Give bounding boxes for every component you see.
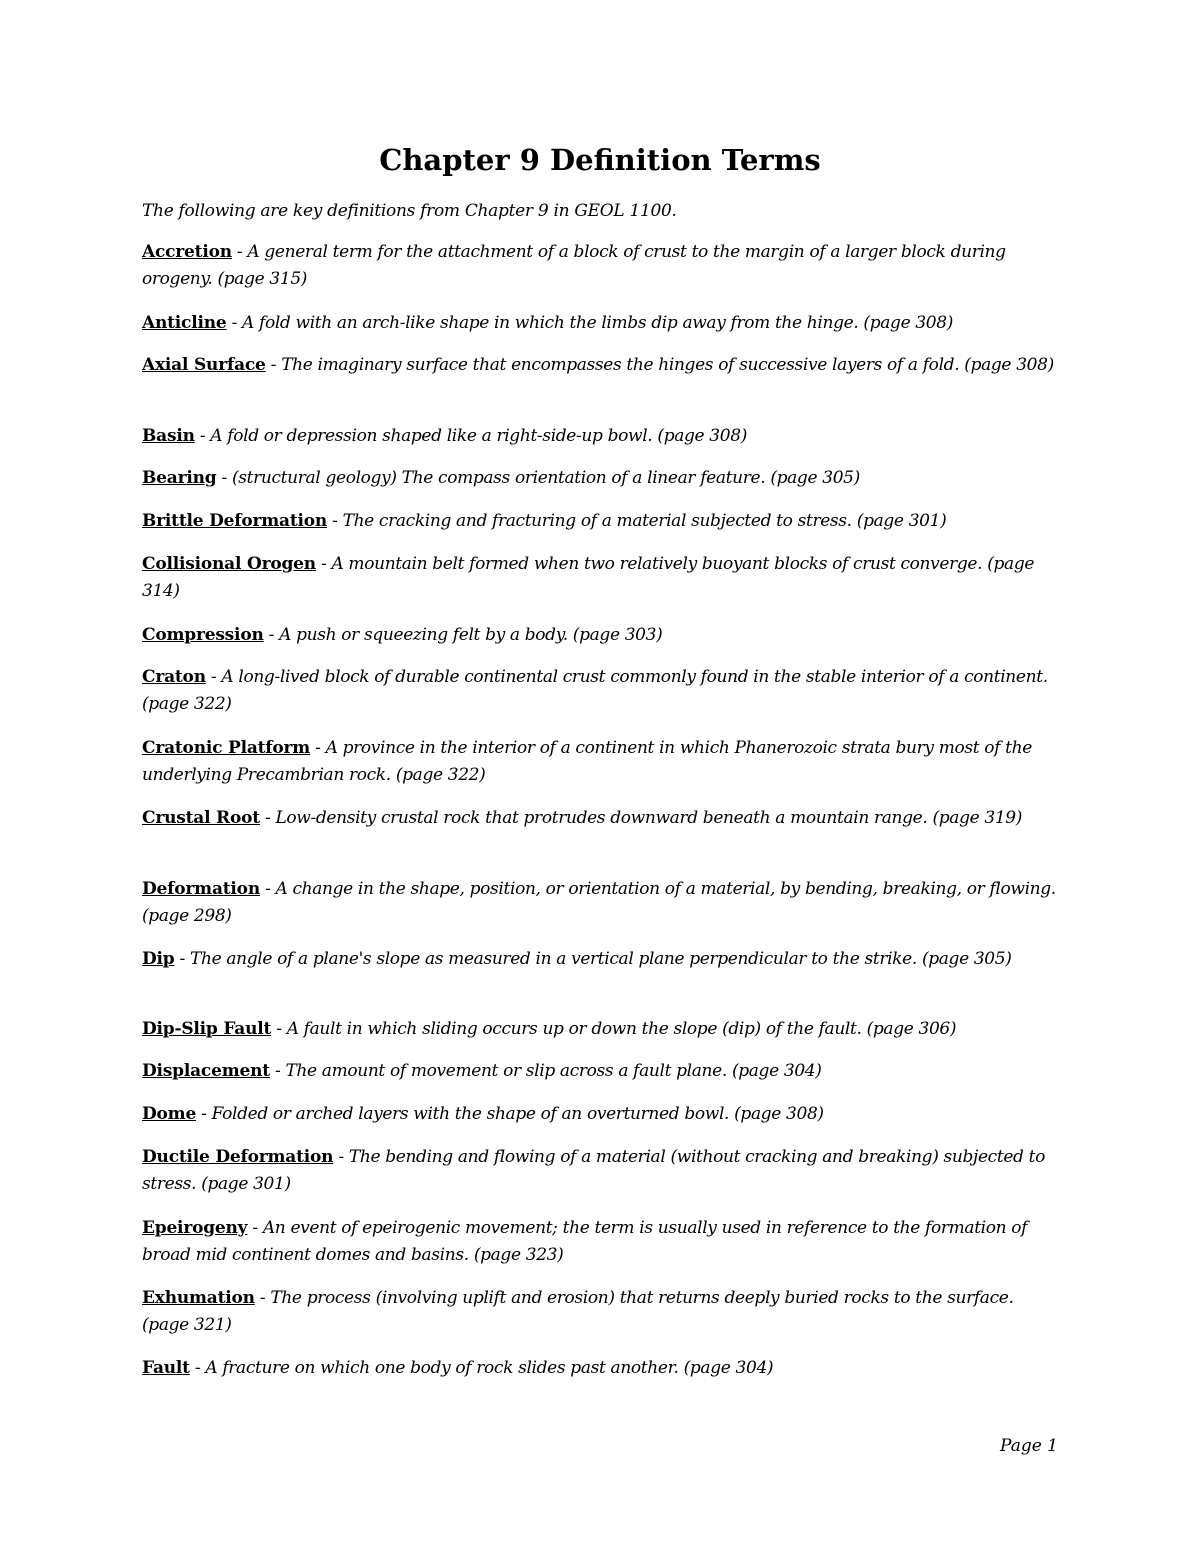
definition-entry: Bearing - (structural geology) The compass orientation of a linear feature. (page 305) [142, 468, 860, 488]
definition-entry: Ductile Deformation - The bending and flowing of a material (without cracking and breaking) subjected to stress. (page 301) [142, 1147, 1046, 1194]
definition-term: Deformation [142, 879, 260, 899]
definition-term: Dip-Slip Fault [142, 1019, 272, 1039]
definition-entry: Dip-Slip Fault - A fault in which sliding occurs up or down the slope (dip) of the fault. (page 306) [142, 1019, 957, 1039]
definition-term: Craton [142, 667, 206, 687]
definition-term: Brittle Deformation [142, 511, 328, 531]
definition-entry: Anticline - A fold with an arch-like shape in which the limbs dip away from the hinge. (page 308) [142, 313, 954, 333]
definition-entry: Fault - A fracture on which one body of rock slides past another. (page 304) [142, 1358, 774, 1378]
definition-entry: Accretion - A general term for the attachment of a block of crust to the margin of a larger block during orogeny. (page 315) [142, 242, 1006, 289]
definition-text: A general term for the attachment of a block of crust to the margin of a larger block during orogeny. (page 315) [142, 242, 1006, 289]
definition-text: A push or squeezing felt by a body. (page 303) [279, 625, 663, 645]
definition-term: Exhumation [142, 1288, 255, 1308]
page-number: Page 1 [1000, 1436, 1058, 1456]
definition-term: Fault [142, 1358, 190, 1378]
definition-term: Anticline [142, 313, 227, 333]
definition-term: Compression [142, 625, 264, 645]
definition-entry: Collisional Orogen - A mountain belt formed when two relatively buoyant blocks of crust converge. (page 314) [142, 554, 1035, 601]
definition-text: A province in the interior of a continent in which Phanerozoic strata bury most of the underlying Precambrian rock. (page 322) [142, 738, 1032, 785]
definition-text: An event of epeirogenic movement; the term is usually used in reference to the formation of broad mid continent domes and basins. (page 323) [142, 1218, 1028, 1265]
definition-term: Epeirogeny [142, 1218, 248, 1238]
definition-text: A long-lived block of durable continental crust commonly found in the stable interior of a continent. (page 322) [142, 667, 1048, 714]
definition-term: Crustal Root [142, 808, 260, 828]
intro-text: The following are key definitions from Chapter 9 in GEOL 1100. [142, 201, 677, 221]
definition-entry: Exhumation - The process (involving uplift and erosion) that returns deeply buried rocks to the surface. (page 321) [142, 1288, 1014, 1335]
definition-entry: Cratonic Platform - A province in the interior of a continent in which Phanerozoic strata bury most of the underlying Precambrian rock. (page 322) [142, 738, 1032, 785]
definition-entry: Craton - A long-lived block of durable continental crust commonly found in the stable interior of a continent. (page 322) [142, 667, 1048, 714]
definition-entry: Displacement - The amount of movement or slip across a fault plane. (page 304) [142, 1061, 822, 1081]
definition-text: The cracking and fracturing of a material subjected to stress. (page 301) [342, 511, 947, 531]
definition-text: The process (involving uplift and erosion) that returns deeply buried rocks to the surface. (page 321) [142, 1288, 1014, 1335]
definition-text: A fold or depression shaped like a right-side-up bowl. (page 308) [210, 426, 747, 446]
definition-entry: Basin - A fold or depression shaped like a right-side-up bowl. (page 308) [142, 426, 747, 446]
definition-term: Bearing [142, 468, 217, 488]
definition-term: Ductile Deformation [142, 1147, 334, 1167]
definition-text: A mountain belt formed when two relatively buoyant blocks of crust converge. (page 314) [142, 554, 1035, 601]
definition-term: Collisional Orogen [142, 554, 316, 574]
definition-text: Low-density crustal rock that protrudes downward beneath a mountain range. (page 319) [275, 808, 1023, 828]
definition-text: Folded or arched layers with the shape of an overturned bowl. (page 308) [211, 1104, 824, 1124]
definition-term: Cratonic Platform [142, 738, 311, 758]
page-title: Chapter 9 Definition Terms [379, 143, 821, 177]
definition-text: The bending and flowing of a material (without cracking and breaking) subjected to stress. (page 301) [142, 1147, 1046, 1194]
definition-text: A fault in which sliding occurs up or down the slope (dip) of the fault. (page 306) [286, 1019, 957, 1039]
definition-term: Dome [142, 1104, 197, 1124]
definition-entry: Deformation - A change in the shape, position, or orientation of a material, by bending, breaking, or flowing. (page 298) [142, 879, 1056, 926]
definition-entry: Crustal Root - Low-density crustal rock that protrudes downward beneath a mountain range. (page 319) [142, 808, 1023, 828]
definition-text: A fold with an arch-like shape in which the limbs dip away from the hinge. (page 308) [242, 313, 954, 333]
definition-text: (structural geology) The compass orientation of a linear feature. (page 305) [231, 468, 860, 488]
definition-entry: Compression - A push or squeezing felt by a body. (page 303) [142, 625, 663, 645]
definition-entry: Axial Surface - The imaginary surface that encompasses the hinges of successive layers of a fold. (page 308) [142, 355, 1054, 375]
definition-text: A fracture on which one body of rock slides past another. (page 304) [205, 1358, 774, 1378]
definition-term: Dip [142, 949, 175, 969]
definition-text: The angle of a plane's slope as measured in a vertical plane perpendicular to the strike. (page 305) [190, 949, 1012, 969]
definition-entry: Epeirogeny - An event of epeirogenic movement; the term is usually used in reference to the formation of broad mid continent domes and basins. (page 323) [142, 1218, 1028, 1265]
definition-text: The amount of movement or slip across a fault plane. (page 304) [285, 1061, 822, 1081]
definition-entry: Dome - Folded or arched layers with the shape of an overturned bowl. (page 308) [142, 1104, 824, 1124]
definition-entry: Brittle Deformation - The cracking and fracturing of a material subjected to stress. (page 301) [142, 511, 947, 531]
definition-entry: Dip - The angle of a plane's slope as measured in a vertical plane perpendicular to the strike. (page 305) [142, 949, 1012, 969]
definition-text: A change in the shape, position, or orientation of a material, by bending, breaking, or flowing. (page 298) [142, 879, 1056, 926]
definition-term: Basin [142, 426, 195, 446]
definition-term: Displacement [142, 1061, 270, 1081]
definition-text: The imaginary surface that encompasses the hinges of successive layers of a fold. (page 308) [281, 355, 1054, 375]
definition-term: Accretion [142, 242, 232, 262]
definition-term: Axial Surface [142, 355, 266, 375]
